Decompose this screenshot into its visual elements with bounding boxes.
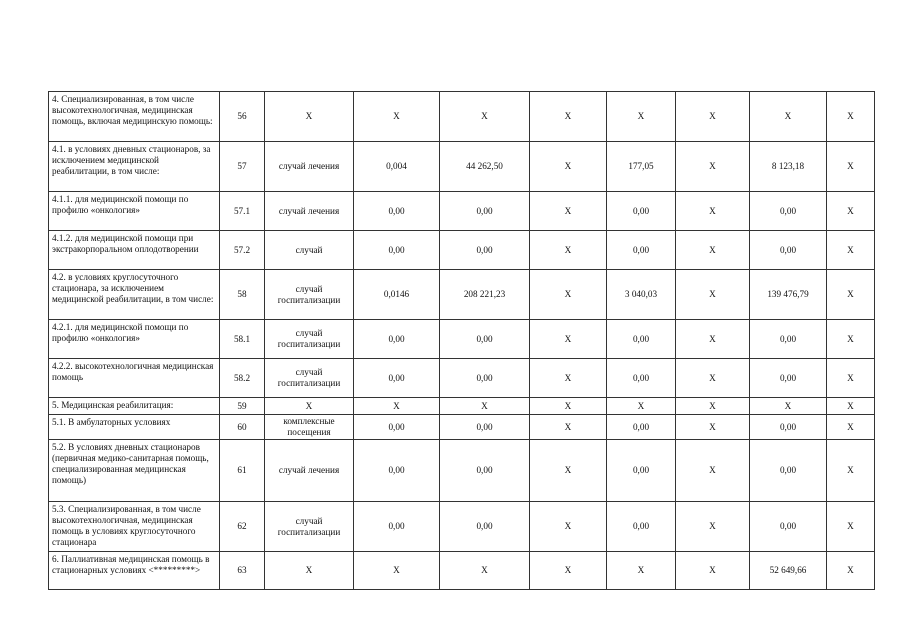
value-cell-6: 0,00 xyxy=(750,192,827,231)
table-row xyxy=(49,415,875,440)
value-cell-1: Х xyxy=(354,552,440,590)
value-cell-1: 0,00 xyxy=(354,415,440,440)
value-cell-5: Х xyxy=(676,415,750,440)
value-cell-7: Х xyxy=(827,398,875,415)
value-cell-6: 0,00 xyxy=(750,440,827,502)
row-description: 6. Паллиативная медицинская помощь в стационарных условиях <*********> xyxy=(49,552,220,590)
unit-cell: случай госпитализации xyxy=(265,270,354,320)
unit-cell: случай лечения xyxy=(265,192,354,231)
table-body xyxy=(49,92,875,590)
table-row xyxy=(49,502,875,552)
value-cell-1: 0,004 xyxy=(354,142,440,192)
table-row xyxy=(49,270,875,320)
unit-cell: Х xyxy=(265,398,354,415)
row-description: 5.3. Специализированная, в том числе высокотехнологичная, медицинская помощь в условиях круглосуточного стационара xyxy=(49,502,220,552)
row-number: 63 xyxy=(220,552,265,590)
row-description: 5.2. В условиях дневных стационаров (первичная медико-санитарная помощь, специализированная медицинская помощь) xyxy=(49,440,220,502)
value-cell-6: 52 649,66 xyxy=(750,552,827,590)
value-cell-6: 8 123,18 xyxy=(750,142,827,192)
value-cell-3: Х xyxy=(530,440,607,502)
value-cell-2: Х xyxy=(440,92,530,142)
value-cell-4: 3 040,03 xyxy=(607,270,676,320)
value-cell-4: Х xyxy=(607,92,676,142)
row-number: 60 xyxy=(220,415,265,440)
value-cell-5: Х xyxy=(676,142,750,192)
value-cell-3: Х xyxy=(530,231,607,270)
value-cell-6: 0,00 xyxy=(750,320,827,359)
value-cell-4: 0,00 xyxy=(607,415,676,440)
value-cell-5: Х xyxy=(676,320,750,359)
value-cell-2: Х xyxy=(440,398,530,415)
value-cell-3: Х xyxy=(530,502,607,552)
value-cell-1: Х xyxy=(354,398,440,415)
row-number: 62 xyxy=(220,502,265,552)
table-row xyxy=(49,192,875,231)
row-description: 4.1.1. для медицинской помощи по профилю «онкология» xyxy=(49,192,220,231)
row-number: 58 xyxy=(220,270,265,320)
value-cell-3: Х xyxy=(530,192,607,231)
value-cell-6: 0,00 xyxy=(750,359,827,398)
unit-cell: случай xyxy=(265,231,354,270)
value-cell-7: Х xyxy=(827,502,875,552)
value-cell-5: Х xyxy=(676,359,750,398)
value-cell-7: Х xyxy=(827,270,875,320)
value-cell-2: 0,00 xyxy=(440,502,530,552)
value-cell-5: Х xyxy=(676,502,750,552)
value-cell-7: Х xyxy=(827,440,875,502)
value-cell-7: Х xyxy=(827,192,875,231)
value-cell-2: 0,00 xyxy=(440,415,530,440)
value-cell-1: 0,00 xyxy=(354,192,440,231)
value-cell-1: 0,00 xyxy=(354,359,440,398)
value-cell-3: Х xyxy=(530,142,607,192)
value-cell-4: Х xyxy=(607,552,676,590)
row-number: 57.2 xyxy=(220,231,265,270)
value-cell-4: 0,00 xyxy=(607,440,676,502)
value-cell-6: 0,00 xyxy=(750,231,827,270)
value-cell-6: 139 476,79 xyxy=(750,270,827,320)
unit-cell: Х xyxy=(265,92,354,142)
table-row xyxy=(49,231,875,270)
value-cell-4: 0,00 xyxy=(607,502,676,552)
value-cell-2: 0,00 xyxy=(440,192,530,231)
unit-cell: случай госпитализации xyxy=(265,359,354,398)
value-cell-4: 0,00 xyxy=(607,192,676,231)
value-cell-7: Х xyxy=(827,552,875,590)
value-cell-4: 0,00 xyxy=(607,320,676,359)
value-cell-6: 0,00 xyxy=(750,502,827,552)
value-cell-6: Х xyxy=(750,398,827,415)
value-cell-7: Х xyxy=(827,320,875,359)
value-cell-3: Х xyxy=(530,398,607,415)
value-cell-2: 0,00 xyxy=(440,359,530,398)
unit-cell: случай лечения xyxy=(265,440,354,502)
value-cell-6: 0,00 xyxy=(750,415,827,440)
value-cell-3: Х xyxy=(530,270,607,320)
value-cell-3: Х xyxy=(530,415,607,440)
unit-cell: Х xyxy=(265,552,354,590)
value-cell-7: Х xyxy=(827,231,875,270)
row-description: 4.2.2. высокотехнологичная медицинская помощь xyxy=(49,359,220,398)
value-cell-2: Х xyxy=(440,552,530,590)
row-number: 61 xyxy=(220,440,265,502)
value-cell-3: Х xyxy=(530,359,607,398)
unit-cell: комплексные посещения xyxy=(265,415,354,440)
table-row xyxy=(49,440,875,502)
value-cell-5: Х xyxy=(676,552,750,590)
table-row xyxy=(49,92,875,142)
row-number: 57.1 xyxy=(220,192,265,231)
value-cell-2: 44 262,50 xyxy=(440,142,530,192)
value-cell-3: Х xyxy=(530,552,607,590)
value-cell-3: Х xyxy=(530,92,607,142)
value-cell-1: 0,00 xyxy=(354,440,440,502)
value-cell-5: Х xyxy=(676,92,750,142)
value-cell-5: Х xyxy=(676,398,750,415)
table-row xyxy=(49,142,875,192)
value-cell-1: 0,00 xyxy=(354,502,440,552)
row-description: 5. Медицинская реабилитация: xyxy=(49,398,220,415)
data-table xyxy=(48,91,875,590)
value-cell-2: 0,00 xyxy=(440,231,530,270)
row-description: 4.2.1. для медицинской помощи по профилю «онкология» xyxy=(49,320,220,359)
value-cell-5: Х xyxy=(676,231,750,270)
unit-cell: случай госпитализации xyxy=(265,320,354,359)
value-cell-6: Х xyxy=(750,92,827,142)
value-cell-5: Х xyxy=(676,192,750,231)
value-cell-2: 0,00 xyxy=(440,320,530,359)
value-cell-4: Х xyxy=(607,398,676,415)
value-cell-2: 208 221,23 xyxy=(440,270,530,320)
row-number: 57 xyxy=(220,142,265,192)
table-row xyxy=(49,552,875,590)
value-cell-2: 0,00 xyxy=(440,440,530,502)
row-description: 4. Специализированная, в том числе высокотехнологичная, медицинская помощь, включая медицинскую помощь: xyxy=(49,92,220,142)
row-number: 58.1 xyxy=(220,320,265,359)
value-cell-1: 0,00 xyxy=(354,320,440,359)
value-cell-4: 0,00 xyxy=(607,231,676,270)
value-cell-4: 0,00 xyxy=(607,359,676,398)
value-cell-7: Х xyxy=(827,92,875,142)
value-cell-5: Х xyxy=(676,440,750,502)
value-cell-5: Х xyxy=(676,270,750,320)
table-row xyxy=(49,398,875,415)
table-row xyxy=(49,320,875,359)
row-number: 56 xyxy=(220,92,265,142)
unit-cell: случай госпитализации xyxy=(265,502,354,552)
value-cell-4: 177,05 xyxy=(607,142,676,192)
row-number: 59 xyxy=(220,398,265,415)
row-description: 4.1. в условиях дневных стационаров, за исключением медицинской реабилитации, в том числе: xyxy=(49,142,220,192)
row-number: 58.2 xyxy=(220,359,265,398)
value-cell-7: Х xyxy=(827,142,875,192)
value-cell-1: Х xyxy=(354,92,440,142)
row-description: 5.1. В амбулаторных условиях xyxy=(49,415,220,440)
value-cell-3: Х xyxy=(530,320,607,359)
value-cell-7: Х xyxy=(827,415,875,440)
value-cell-1: 0,00 xyxy=(354,231,440,270)
unit-cell: случай лечения xyxy=(265,142,354,192)
table-row xyxy=(49,359,875,398)
row-description: 4.2. в условиях круглосуточного стационара, за исключением медицинской реабилитации, в том числе: xyxy=(49,270,220,320)
value-cell-1: 0,0146 xyxy=(354,270,440,320)
value-cell-7: Х xyxy=(827,359,875,398)
row-description: 4.1.2. для медицинской помощи при экстракорпоральном оплодотворении xyxy=(49,231,220,270)
